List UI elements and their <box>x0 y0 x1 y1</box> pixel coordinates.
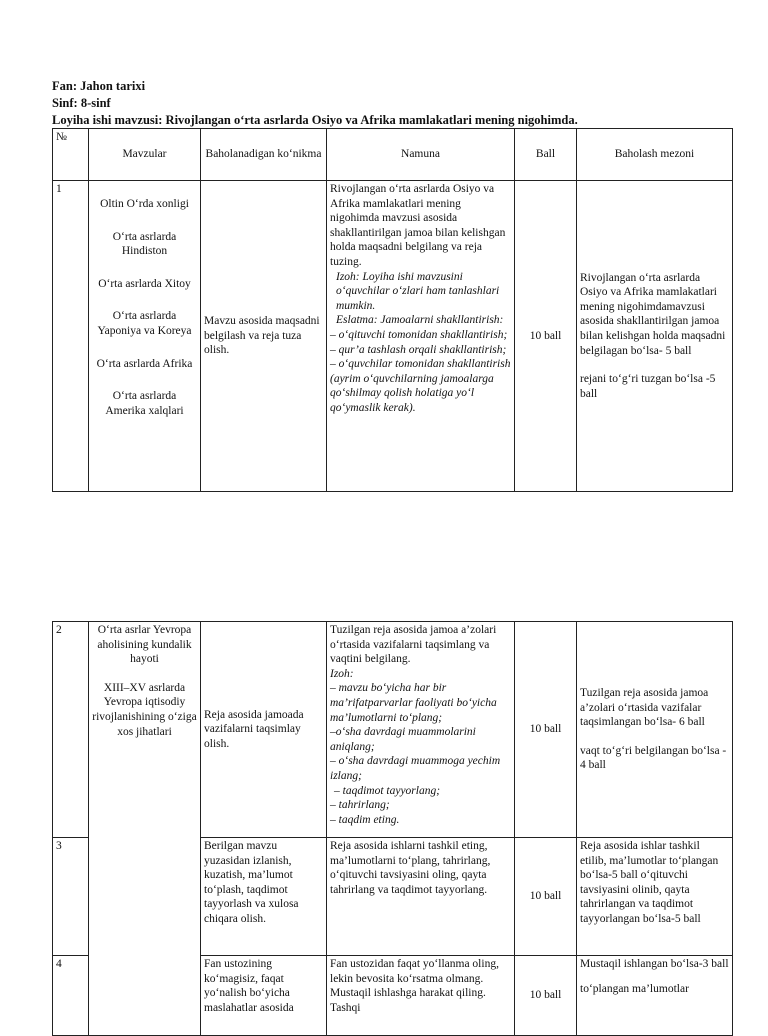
sample-note: Izoh: Loyiha ishi mavzusini o‘quvchilar o‘zlari ham tanlashlari mumkin. <box>336 270 500 312</box>
column-header-topics: Mavzular <box>89 129 201 181</box>
assessment-table-part1 <box>52 128 733 492</box>
topic-item: O‘rta asrlarda Yaponiya va Koreya <box>97 310 192 337</box>
topic-item: O‘rta asrlarda Hindiston <box>112 230 177 258</box>
criteria-text: Tuzilgan reja asosida jamoa a’zolari o‘rtasida vazifalar taqsimlangan bo‘lsa- 6 ball <box>580 687 709 729</box>
criteria-cell <box>577 181 733 492</box>
criteria-text: to‘plangan ma’lumotlar <box>580 982 689 995</box>
sample-item: – tahrirlang; <box>330 799 390 812</box>
criteria-text: rejani to‘g‘ri tuzgan bo‘lsa -5 ball <box>580 373 716 400</box>
ball-cell: 10 ball <box>515 838 577 956</box>
column-header-sample: Namuna <box>327 129 515 181</box>
sample-cell <box>327 622 515 838</box>
sample-item: – taqdimot tayyorlang; <box>334 784 441 797</box>
skill-cell: Mavzu asosida maqsadni belgilash va reja tuza olish. <box>201 181 327 492</box>
topic-item: O‘rta asrlarda Xitoy <box>98 277 191 290</box>
skill-cell: Fan ustozining ko‘magisiz, faqat yo‘nalish bo‘yicha maslahatlar asosida <box>201 956 327 1036</box>
criteria-text: Mustaqil ishlangan bo‘lsa-3 ball <box>580 958 729 970</box>
column-header-ball: Ball <box>515 129 577 181</box>
table-row <box>53 181 733 492</box>
sample-cell: Fan ustozidan faqat yo‘llanma oling, lekin bevosita ko‘rsatma olmang. Mustaqil ishlashga harakat qiling. Tashqi <box>327 956 515 1036</box>
row-number: 3 <box>53 838 89 956</box>
ball-cell: 10 ball <box>515 622 577 838</box>
column-header-skill: Baholanadigan ko‘nikma <box>201 129 327 181</box>
ball-cell: 10 ball <box>515 956 577 1036</box>
topic-item: O‘rta asrlar Yevropa aholisining kundalik hayoti <box>97 624 192 666</box>
sample-cell: Reja asosida ishlarni tashkil eting, ma’lumotlarni to‘plang, tahrirlang, o‘qituvchi tavsiyasini oling, qayta tahrirlang va taqdimot tayyorlang. <box>327 838 515 956</box>
topic-item: O‘rta asrlarda Amerika xalqlari <box>105 390 184 417</box>
sample-item: – o‘quvchilar tomonidan shakllantirish (ayrim o‘quvchilarning jamoalarga qo‘shilmay qolish holatiga yo‘l qo‘ymaslik kerak). <box>330 358 511 414</box>
criteria-cell <box>577 622 733 838</box>
row-number: 2 <box>53 622 89 838</box>
column-header-number: № <box>53 129 89 181</box>
sample-cell <box>327 181 515 492</box>
sample-item: –o‘sha davrdagi muammolarini aniqlang; <box>330 726 476 753</box>
criteria-text: Rivojlangan o‘rta asrlarda Osiyo va Afrika mamlakatlari mening nigohimdamavzusi asosida shakllantirilgan jamoa bilan kelishgan holda maqsadni belgilagan bo‘lsa- 5 ball <box>580 271 726 357</box>
skill-cell: Berilgan mavzu yuzasidan izlanish, kuzatish, ma’lumot to‘plash, taqdimot tayyorlash va xulosa chiqara olish. <box>201 838 327 956</box>
sample-item: – o‘sha davrdagi muammoga yechim izlang; <box>330 755 501 782</box>
sample-item: – o‘qituvchi tomonidan shakllantirish; <box>330 328 508 341</box>
sample-text: Rivojlangan o‘rta asrlarda Osiyo va Afrika mamlakatlari mening nigohimda mavzusi asosida shakllantirilgan jamoa bilan kelishgan holda maqsadni belgilang va reja tuzing. <box>330 183 506 268</box>
assessment-table-part2 <box>52 621 733 1036</box>
row-number: 1 <box>53 181 89 492</box>
column-header-criteria: Baholash mezoni <box>577 129 733 181</box>
sample-item: – mavzu bo‘yicha har bir ma’rifatparvarlar faoliyati bo‘yicha ma’lumotlarni to‘plang; <box>330 682 497 724</box>
topic-item: Oltin O‘rda xonligi <box>100 198 189 210</box>
skill-cell: Reja asosida jamoada vazifalarni taqsimlay olish. <box>201 622 327 838</box>
topic-item: O‘rta asrlarda Afrika <box>96 357 193 370</box>
row-number: 4 <box>53 956 89 1036</box>
subject-line: Fan: Jahon tarixi <box>52 79 146 93</box>
ball-cell: 10 ball <box>515 181 577 492</box>
topics-cell <box>89 622 201 1036</box>
topics-cell <box>89 181 201 492</box>
criteria-text: vaqt to‘g‘ri belgilangan bo‘lsa - 4 ball <box>580 744 727 772</box>
grade-line: Sinf: 8-sinf <box>52 96 111 110</box>
sample-note: Izoh: <box>330 667 354 680</box>
criteria-cell: Reja asosida ishlar tashkil etilib, ma’lumotlar to‘plangan bo‘lsa-5 ball o‘qituvchi tavsiyasini olinib, qayta tahrirlangan va taqdimot tayyorlangan bo‘lsa-5 ball <box>577 838 733 956</box>
topic-item: XIII–XV asrlarda Yevropa iqtisodiy rivojlanishining o‘ziga xos jihatlari <box>92 681 197 738</box>
table-row <box>53 622 733 838</box>
table-header-row <box>53 129 733 181</box>
sample-remark: Eslatma: Jamoalarni shakllantirish: <box>336 314 504 327</box>
sample-item: – taqdim eting. <box>330 813 400 826</box>
sample-item: – qur’a tashlash orqali shakllantirish; <box>330 343 507 356</box>
sample-text: Tuzilgan reja asosida jamoa a’zolari o‘rtasida vazifalarni taqsimlang va vaqtini belgilang. <box>330 624 497 666</box>
project-topic-line: Loyiha ishi mavzusi: Rivojlangan o‘rta asrlarda Osiyo va Afrika mamlakatlari mening nigohimda. <box>52 113 578 127</box>
